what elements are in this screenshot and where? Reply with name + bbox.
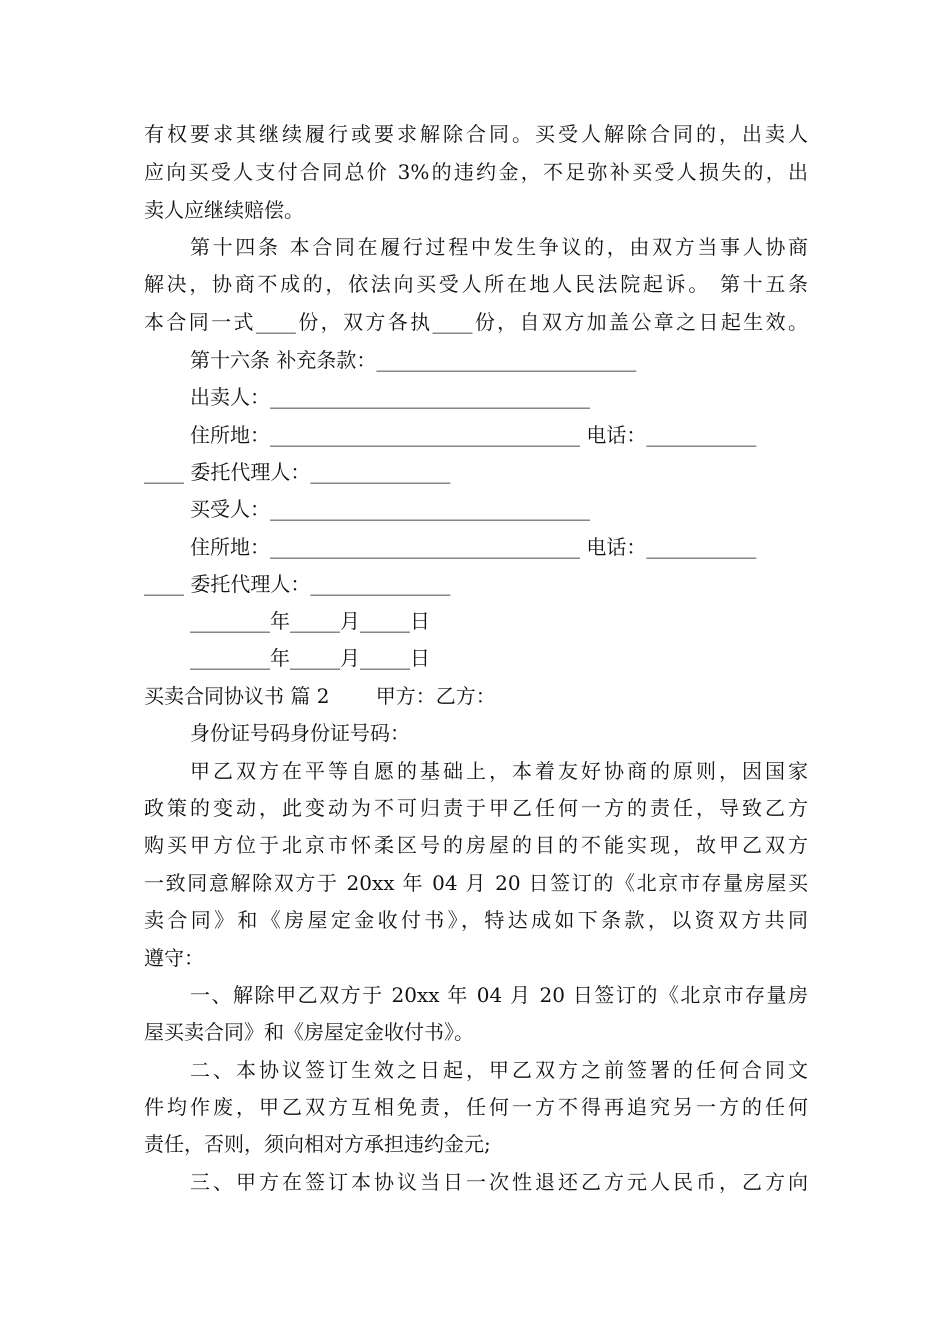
form-line-buyer-agent: ____ 委托代理人：______________	[144, 572, 451, 596]
text-line: 件均作废，甲乙双方互相免责，任何一方不得再追究另一方的任何	[144, 1095, 808, 1119]
text-line: 屋买卖合同》和《房屋定金收付书》。	[144, 1020, 474, 1044]
text-line: 一致同意解除双方于 20xx 年 04 月 20 日签订的《北京市存量房屋买	[144, 871, 808, 895]
form-line-buyer-address: 住所地：_______________________________ 电话：___________	[190, 535, 757, 559]
text-line: 一、解除甲乙双方于 20xx 年 04 月 20 日签订的《北京市存量房	[190, 983, 808, 1007]
text-line: 甲乙双方在平等自愿的基础上，本着友好协商的原则，因国家	[190, 759, 808, 783]
text-line: 身份证号码身份证号码：	[190, 721, 410, 745]
text-line: 有权要求其继续履行或要求解除合同。买受人解除合同的，出卖人	[144, 122, 808, 146]
text-line: 政策的变动，此变动为不可归责于甲乙任何一方的责任，导致乙方	[144, 796, 808, 820]
form-line-date: ________年_____月_____日	[190, 646, 430, 670]
section-heading: 买卖合同协议书 篇 2 甲方：乙方：	[144, 684, 496, 708]
form-line-buyer: 买受人：________________________________	[190, 497, 590, 521]
form-line-date: ________年_____月_____日	[190, 609, 430, 633]
text-line: 遵守：	[144, 946, 204, 970]
text-line: 第十四条 本合同在履行过程中发生争议的，由双方当事人协商	[190, 235, 808, 259]
text-line: 卖合同》和《房屋定金收付书》，特达成如下条款，以资双方共同	[144, 908, 808, 932]
text-line: 解决，协商不成的，依法向买受人所在地人民法院起诉。 第十五条	[144, 272, 808, 296]
form-line-seller: 出卖人：________________________________	[190, 385, 590, 409]
text-line: 卖人应继续赔偿。	[144, 198, 304, 222]
text-line: 应向买受人支付合同总价 3%的违约金，不足弥补买受人损失的，出	[144, 160, 808, 184]
text-line: 本合同一式____份，双方各执____份，自双方加盖公章之日起生效。	[144, 310, 808, 334]
text-line: 二、本协议签订生效之日起，甲乙双方之前签署的任何合同文	[190, 1058, 808, 1082]
text-line: 责任，否则，须向相对方承担违约金元;	[144, 1132, 491, 1156]
text-line: 三、甲方在签订本协议当日一次性退还乙方元人民币，乙方向	[190, 1170, 808, 1194]
text-line: 购买甲方位于北京市怀柔区号的房屋的目的不能实现，故甲乙双方	[144, 833, 808, 857]
form-line-seller-agent: ____ 委托代理人：______________	[144, 460, 451, 484]
form-line-supplementary-terms: 第十六条 补充条款：__________________________	[190, 348, 637, 372]
form-line-seller-address: 住所地：_______________________________ 电话：___________	[190, 423, 757, 447]
